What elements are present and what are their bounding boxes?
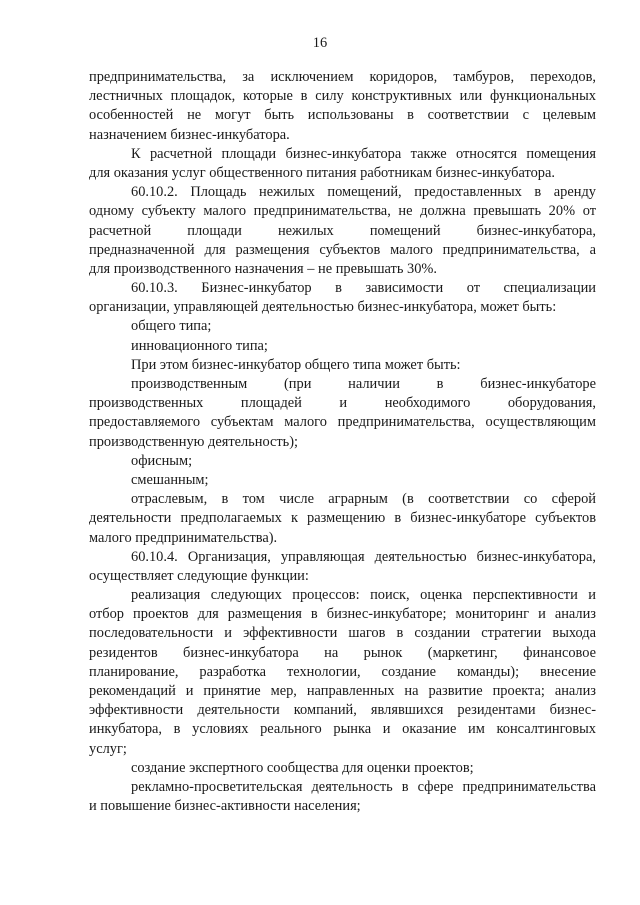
- text-line: смешанным;: [131, 471, 209, 488]
- text-line: последовательности и эффективности шагов в создании стратегии выхода: [89, 625, 596, 642]
- text-line: производственных площадей и необходимого оборудования,: [89, 395, 596, 412]
- text-line: инновационного типа;: [131, 337, 268, 354]
- text-line: эффективности деятельности компаний, являвшихся резидентами бизнес-: [89, 702, 596, 719]
- text-line: планирование, разработка технологии, создание команды); внесение: [89, 663, 596, 680]
- page-number: 16: [312, 35, 328, 51]
- text-line: общего типа;: [131, 318, 212, 335]
- text-line: рекламно-просветительская деятельность в сфере предпринимательства: [131, 778, 596, 795]
- text-line: рекомендаций и принятие мер, направленных на развитие проекта; анализ: [89, 683, 596, 699]
- text-line: деятельности предполагаемых к размещению в бизнес-инкубаторе субъектов: [89, 510, 596, 527]
- text-line: 60.10.4. Организация, управляющая деятельностью бизнес-инкубатора,: [131, 548, 596, 565]
- text-line: для производственного назначения – не превышать 30%.: [89, 260, 437, 277]
- text-line: и повышение бизнес-активности населения;: [89, 798, 361, 815]
- text-line: одному субъекту малого предпринимательства, не должна превышать 20% от: [89, 203, 596, 220]
- text-line: лестничных площадок, которые в силу конструктивных или функциональных: [89, 88, 596, 105]
- text-line: для оказания услуг общественного питания работникам бизнес-инкубатора.: [89, 164, 555, 181]
- text-line: создание экспертного сообщества для оценки проектов;: [131, 759, 474, 776]
- text-line: осуществляет следующие функции:: [89, 567, 309, 584]
- document-body: [89, 68, 596, 816]
- text-line: назначением бизнес-инкубатора.: [89, 126, 290, 143]
- text-line: отбор проектов для размещения в бизнес-инкубаторе; мониторинг и анализ: [89, 606, 596, 623]
- text-line: производственным (при наличии в бизнес-инкубаторе: [131, 376, 596, 392]
- text-line: инкубатора, в условиях реального рынка и оказание им консалтинговых: [89, 721, 596, 738]
- text-line: При этом бизнес-инкубатор общего типа может быть:: [131, 356, 461, 373]
- text-line: организации, управляющей деятельностью бизнес-инкубатора, может быть:: [89, 299, 557, 316]
- text-line: резидентов бизнес-инкубатора на рынок (маркетинг, финансовое: [89, 644, 596, 661]
- text-line: 60.10.2. Площадь нежилых помещений, предоставленных в аренду: [131, 184, 596, 201]
- text-line: особенностей не могут быть использованы в соответствии с целевым: [89, 107, 596, 124]
- text-line: малого предпринимательства).: [89, 529, 278, 546]
- text-line: предпринимательства, за исключением коридоров, тамбуров, переходов,: [89, 69, 596, 85]
- text-line: 60.10.3. Бизнес-инкубатор в зависимости от специализации: [131, 280, 596, 297]
- text-line: офисным;: [131, 452, 193, 469]
- text-line: реализация следующих процессов: поиск, оценка перспективности и: [131, 587, 596, 604]
- text-line: отраслевым, в том числе аграрным (в соответствии со сферой: [131, 491, 596, 508]
- text-line: К расчетной площади бизнес-инкубатора также относятся помещения: [131, 145, 596, 162]
- text-line: услуг;: [89, 740, 127, 757]
- text-line: производственную деятельность);: [89, 433, 299, 450]
- text-line: предназначенной для размещения субъектов малого предпринимательства, а: [89, 241, 596, 258]
- text-line: предоставляемого субъектам малого предпринимательства, осуществляющим: [89, 414, 596, 431]
- text-line: расчетной площади нежилых помещений бизнес-инкубатора,: [89, 222, 596, 239]
